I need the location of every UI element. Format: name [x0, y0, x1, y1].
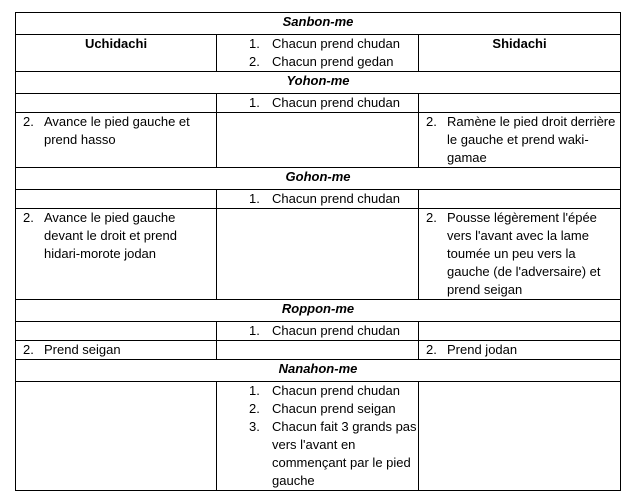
item-number: 2. — [426, 114, 437, 129]
item-text: Chacun fait 3 grands pas vers l'avant en commençant par le pied gauche — [272, 419, 417, 488]
empty-cell — [419, 190, 621, 209]
list-item — [419, 341, 620, 359]
section-title-row — [16, 13, 621, 35]
item-text: Chacun prend chudan — [272, 383, 400, 398]
list-item — [217, 400, 418, 418]
section-title-row — [16, 300, 621, 322]
shidachi-header: Shidachi — [419, 35, 621, 72]
table-row — [16, 113, 621, 168]
list-item — [217, 53, 418, 71]
item-text: Chacun prend seigan — [272, 401, 396, 416]
empty-cell — [419, 382, 621, 491]
section-title: Nanahon-me — [16, 360, 621, 382]
table-row — [16, 190, 621, 209]
shidachi-cell — [419, 209, 621, 300]
item-number: 2. — [249, 401, 260, 416]
item-number: 2. — [23, 210, 34, 225]
column-header-row — [16, 35, 621, 72]
empty-cell — [217, 113, 419, 168]
kata-table — [15, 12, 621, 491]
uchidachi-header: Uchidachi — [16, 35, 217, 72]
section-title-row — [16, 72, 621, 94]
item-text: Chacun prend chudan — [272, 323, 400, 338]
item-text: Pousse légèrement l'épée vers l'avant avec la lame toumée un peu vers la gauche (de l'adversaire) et prend seigan — [447, 210, 601, 297]
middle-cell — [217, 190, 419, 209]
item-number: 2. — [23, 114, 34, 129]
section-title-row — [16, 360, 621, 382]
list-item — [217, 382, 418, 400]
list-item — [419, 209, 620, 299]
item-text: Prend seigan — [44, 342, 121, 357]
item-number: 1. — [249, 95, 260, 110]
middle-cell — [217, 382, 419, 491]
empty-cell — [419, 94, 621, 113]
list-item — [217, 94, 418, 112]
list-item — [419, 113, 620, 167]
list-item — [16, 209, 216, 263]
middle-cell — [217, 35, 419, 72]
section-title: Roppon-me — [16, 300, 621, 322]
uchidachi-cell — [16, 341, 217, 360]
table-row — [16, 209, 621, 300]
table-row — [16, 322, 621, 341]
item-number: 3. — [249, 419, 260, 434]
list-item — [217, 35, 418, 53]
item-number: 1. — [249, 36, 260, 51]
item-text: Chacun prend chudan — [272, 36, 400, 51]
uchidachi-cell — [16, 113, 217, 168]
empty-cell — [16, 322, 217, 341]
empty-cell — [16, 94, 217, 113]
uchidachi-cell — [16, 209, 217, 300]
section-title: Gohon-me — [16, 168, 621, 190]
empty-cell — [217, 209, 419, 300]
table-row — [16, 94, 621, 113]
list-item — [16, 341, 216, 359]
item-text: Chacun prend chudan — [272, 191, 400, 206]
shidachi-cell — [419, 341, 621, 360]
item-number: 2. — [23, 342, 34, 357]
list-item — [217, 190, 418, 208]
item-number: 2. — [426, 342, 437, 357]
empty-cell — [217, 341, 419, 360]
shidachi-cell — [419, 113, 621, 168]
table-row — [16, 382, 621, 491]
item-text: Avance le pied gauche devant le droit et prend hidari-morote jodan — [44, 210, 177, 261]
item-text: Ramène le pied droit derrière le gauche et prend waki-gamae — [447, 114, 616, 165]
section-title-row — [16, 168, 621, 190]
middle-cell — [217, 322, 419, 341]
item-text: Chacun prend gedan — [272, 54, 394, 69]
item-number: 1. — [249, 191, 260, 206]
table-row — [16, 341, 621, 360]
item-number: 2. — [426, 210, 437, 225]
empty-cell — [16, 382, 217, 491]
item-text: Chacun prend chudan — [272, 95, 400, 110]
list-item — [16, 113, 216, 149]
list-item — [217, 322, 418, 340]
item-text: Avance le pied gauche et prend hasso — [44, 114, 190, 147]
empty-cell — [419, 322, 621, 341]
empty-cell — [16, 190, 217, 209]
middle-cell — [217, 94, 419, 113]
list-item — [217, 418, 418, 490]
item-number: 1. — [249, 323, 260, 338]
item-number: 1. — [249, 383, 260, 398]
item-text: Prend jodan — [447, 342, 518, 357]
item-number: 2. — [249, 54, 260, 69]
section-title: Yohon-me — [16, 72, 621, 94]
section-title: Sanbon-me — [16, 13, 621, 35]
